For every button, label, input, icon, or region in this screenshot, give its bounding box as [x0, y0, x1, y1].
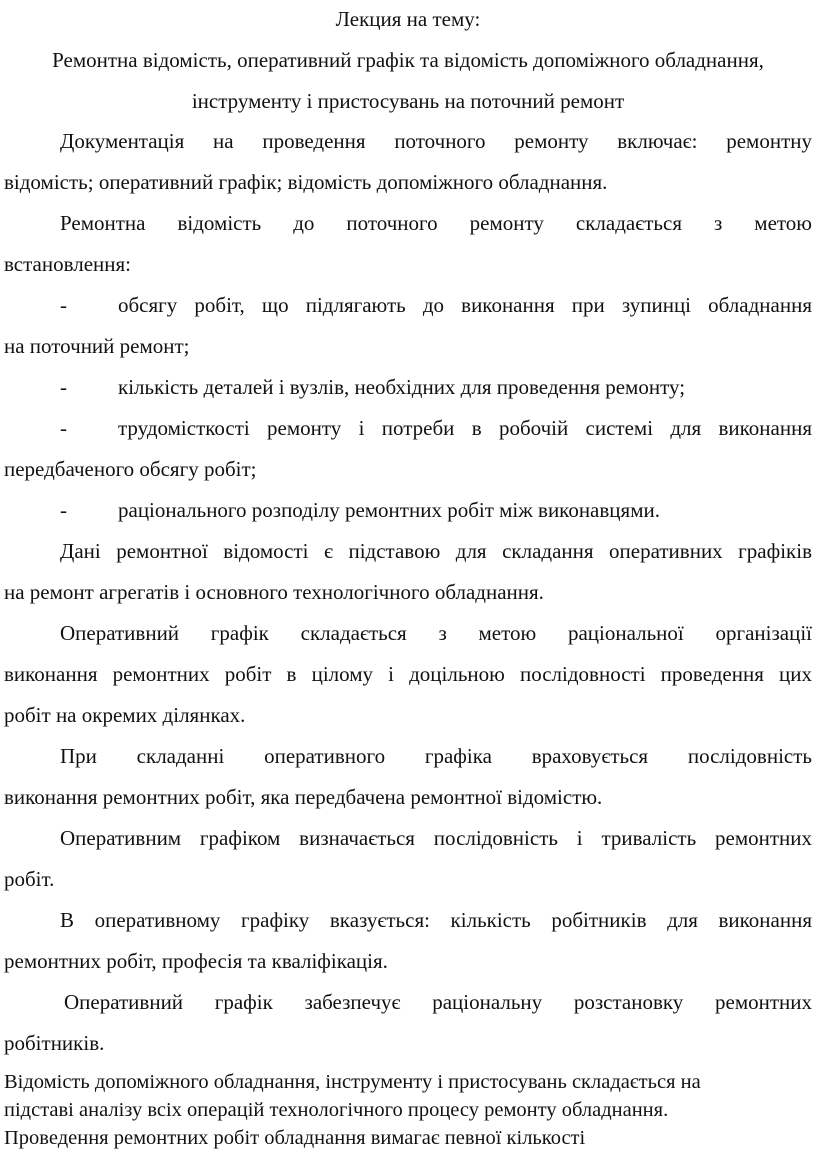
- bullet-3-line-2: передбаченого обсягу робіт;: [4, 457, 257, 481]
- bullet-dash: -: [60, 375, 67, 399]
- paragraph-4-line-3: робіт на окремих ділянках.: [4, 703, 246, 727]
- lecture-title-line-1: Ремонтна відомість, оперативний графік та відомість допоміжного обладнання,: [52, 48, 764, 72]
- paragraph-8-line-2: робітників.: [4, 1031, 105, 1055]
- paragraph-2-line-1: Ремонтна відомість до поточного ремонту складається з метою: [60, 211, 812, 235]
- paragraph-5-line-2: виконання ремонтних робіт, яка передбачена ремонтної відомістю.: [4, 785, 603, 809]
- bullet-2-line-1: кількість деталей і вузлів, необхідних для проведення ремонту;: [118, 375, 686, 399]
- paragraph-7-line-1: В оперативному графіку вказується: кількість робітників для виконання: [60, 908, 812, 932]
- paragraph-4-line-1: Оперативний графік складається з метою раціональної організації: [60, 621, 812, 645]
- paragraph-9-line-3: Проведення ремонтних робіт обладнання вимагає певної кількості: [4, 1127, 586, 1149]
- paragraph-3-line-1: Дані ремонтної відомості є підставою для складання оперативних графіків: [60, 539, 812, 563]
- paragraph-9-line-1: Відомість допоміжного обладнання, інструменту і пристосувань складається на: [4, 1071, 701, 1093]
- bullet-dash: -: [60, 416, 67, 440]
- paragraph-6-line-1: Оперативним графіком визначається послідовність і тривалість ремонтних: [60, 826, 812, 850]
- paragraph-8-line-1: Оперативний графік забезпечує раціональну розстановку ремонтних: [64, 990, 812, 1014]
- bullet-4-line-1: раціонального розподілу ремонтних робіт між виконавцями.: [118, 498, 660, 522]
- paragraph-1-line-1: Документація на проведення поточного ремонту включає: ремонтну: [60, 129, 812, 153]
- lecture-heading: Лекция на тему:: [335, 7, 481, 31]
- lecture-title-line-2: інструменту і пристосувань на поточний ремонт: [191, 89, 625, 113]
- bullet-dash: -: [60, 498, 67, 522]
- bullet-dash: -: [60, 293, 67, 317]
- paragraph-7-line-2: ремонтних робіт, професія та кваліфікація.: [4, 949, 388, 973]
- bullet-1-line-2: на поточний ремонт;: [4, 334, 190, 358]
- paragraph-2-line-2: встановлення:: [4, 252, 132, 276]
- bullet-3-line-1: трудомісткості ремонту і потреби в робочій системі для виконання: [118, 416, 812, 440]
- paragraph-3-line-2: на ремонт агрегатів і основного технологічного обладнання.: [4, 580, 544, 604]
- paragraph-6-line-2: робіт.: [4, 867, 55, 891]
- paragraph-4-line-2: виконання ремонтних робіт в цілому і доцільною послідовності проведення цих: [4, 662, 812, 686]
- paragraph-5-line-1: При складанні оперативного графіка враховується послідовність: [60, 744, 812, 768]
- paragraph-1-line-2: відомість; оперативний графік; відомість допоміжного обладнання.: [4, 170, 608, 194]
- bullet-1-line-1: обсягу робіт, що підлягають до виконання при зупинці обладнання: [118, 293, 812, 317]
- paragraph-9-line-2: підставі аналізу всіх операцій технологічного процесу ремонту обладнання.: [4, 1099, 669, 1121]
